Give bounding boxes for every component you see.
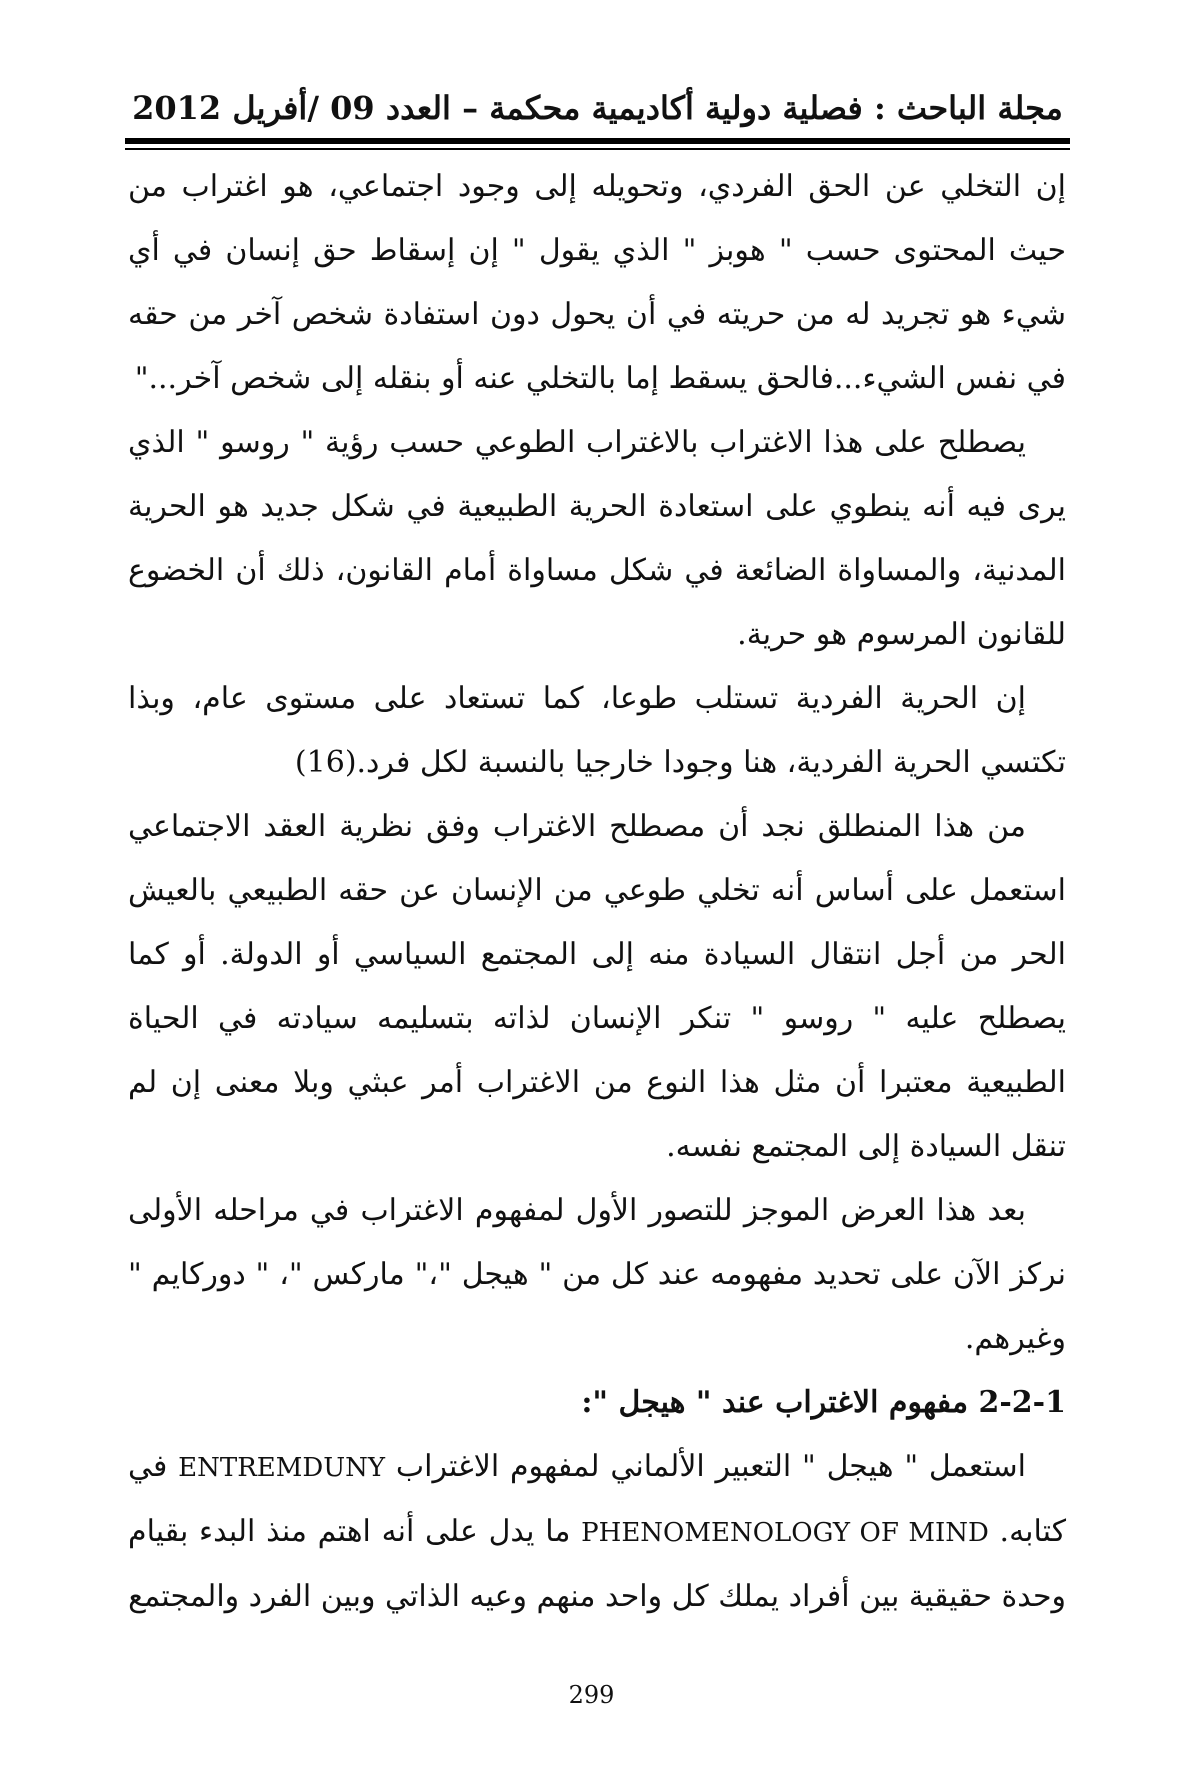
journal-header bbox=[130, 78, 1065, 138]
paragraph-part: استعمل " هيجل " التعبير الألماني لمفهوم الاغتراب bbox=[395, 1449, 1026, 1484]
paragraph: إن التخلي عن الحق الفردي، وتحويله إلى وجود اجتماعي، هو اغتراب من حيث المحتوى حسب " هوبز " الذي يقول " إن إسقاط حق إنسان في أي شيء هو تجريد له من حريته في أن يحول دون استفادة شخص آخر من حقه في نفس الشيء...فالحق يسقط إما بالتخلي عنه أو بنقله إلى شخص آخر..." bbox=[128, 169, 1066, 396]
header-rule-thick bbox=[125, 138, 1070, 144]
page-number: 299 bbox=[568, 1681, 615, 1709]
journal-header-title: مجلة الباحث : فصلية دولية أكاديمية محكمة – العدد 09 /أفريل 2012 bbox=[132, 89, 1063, 127]
latin-term: PHENOMENOLOGY OF MIND bbox=[581, 1518, 989, 1548]
paragraph bbox=[128, 1435, 1066, 1629]
paragraph-part: ما يدل على أنه اهتم منذ البدء بقيام وحدة حقيقية بين أفراد يملك كل واحد منهم وعيه الذاتي وبين الفرد والمجتمع bbox=[128, 1514, 1066, 1614]
paragraph: يصطلح على هذا الاغتراب بالاغتراب الطوعي حسب رؤية " روسو " الذي يرى فيه أنه ينطوي على استعادة الحرية الطبيعية في شكل جديد هو الحرية المدنية، والمساواة الضائعة في شكل مساواة أمام القانون، ذلك أن الخضوع للقانون المرسوم هو حرية. bbox=[128, 425, 1066, 652]
body-text bbox=[128, 155, 1066, 1629]
paragraph-part: في كتابه. bbox=[128, 1449, 1066, 1549]
paragraph: من هذا المنطلق نجد أن مصطلح الاغتراب وفق نظرية العقد الاجتماعي استعمل على أساس أنه تخلي طوعي من الإنسان عن حقه الطبيعي بالعيش الحر من أجل انتقال السيادة منه إلى المجتمع السياسي أو الدولة. أو كما يصطلح عليه " روسو " تنكر الإنسان لذاته بتسليمه سيادته في الحياة الطبيعية معتبرا أن مثل هذا النوع من الاغتراب أمر عبثي وبلا معنى إن لم تنقل السيادة إلى المجتمع نفسه. bbox=[128, 809, 1066, 1164]
paragraph: إن الحرية الفردية تستلب طوعا، كما تستعاد على مستوى عام، وبذا تكتسي الحرية الفردية، هنا وجودا خارجيا بالنسبة لكل فرد.(16) bbox=[128, 681, 1066, 780]
header-rule-thin bbox=[125, 148, 1070, 150]
section-heading: 2-2-1 مفهوم الاغتراب عند " هيجل ": bbox=[581, 1385, 1066, 1420]
paragraph: بعد هذا العرض الموجز للتصور الأول لمفهوم الاغتراب في مراحله الأولى نركز الآن على تحديد مفهومه عند كل من " هيجل "،" ماركس "، " دوركايم " وغيرهم. bbox=[128, 1193, 1066, 1356]
latin-term: ENTREMDUNY bbox=[178, 1453, 386, 1483]
